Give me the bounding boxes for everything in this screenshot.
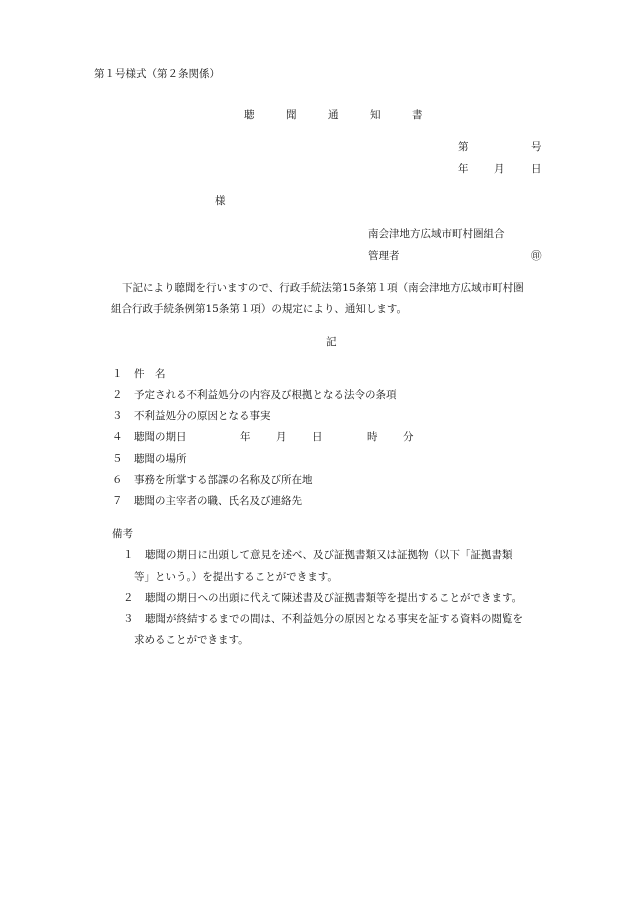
- title-char: 聞: [286, 109, 297, 121]
- list-item-number: ６: [112, 474, 123, 486]
- list-item-text: 聴聞の場所: [134, 453, 187, 465]
- title-char: 通: [328, 109, 339, 121]
- list-item-number: １: [112, 368, 123, 380]
- title-char: 知: [370, 109, 381, 121]
- note-number: ３: [123, 613, 134, 625]
- list-item-number: ７: [112, 495, 123, 507]
- title-char: 聴: [244, 109, 255, 121]
- notes-heading: 備考: [112, 528, 133, 540]
- number-suffix: 号: [531, 141, 542, 153]
- list-item-number: ４: [112, 431, 123, 443]
- date-year: 年: [458, 163, 469, 175]
- list-item-text: 聴聞の主宰者の職、氏名及び連絡先: [134, 495, 302, 507]
- list-item-number: ３: [112, 410, 123, 422]
- addressee-honorific: 様: [215, 195, 226, 207]
- date-day: 日: [531, 163, 542, 175]
- note-line-1: 聴聞が終結するまでの間は、不利益処分の原因となる事実を証する資料の閲覧を: [145, 613, 523, 625]
- sender-role: 管理者: [368, 250, 400, 262]
- seal-mark: ㊞: [531, 250, 542, 262]
- number-prefix: 第: [458, 141, 469, 153]
- sender-organization: 南会津地方広域市町村圏組合: [368, 228, 505, 240]
- note-line-1: 聴聞の期日に出頭して意見を述べ、及び証拠書類又は証拠物（以下「証拠書類: [145, 549, 513, 561]
- list-item-text: 不利益処分の原因となる事実: [134, 410, 271, 422]
- note-line-2: 求めることができます。: [134, 634, 249, 646]
- list-item-text: 件 名: [134, 368, 166, 380]
- list-item-number: ２: [112, 389, 123, 401]
- note-number: ２: [123, 592, 134, 604]
- list-item-number: ５: [112, 453, 123, 465]
- hearing-month: 月: [276, 431, 287, 443]
- body-line-2: 組合行政手続条例第15条第１項）の規定により、通知します。: [111, 303, 408, 315]
- hearing-day: 日: [312, 431, 323, 443]
- note-number: １: [123, 549, 134, 561]
- list-item-text: 予定される不利益処分の内容及び根拠となる法令の条項: [134, 389, 397, 401]
- note-line-1: 聴聞の期日への出頭に代えて陳述書及び証拠書類等を提出することができます。: [145, 592, 523, 604]
- date-month: 月: [494, 163, 505, 175]
- form-label: 第１号様式（第２条関係）: [94, 68, 220, 80]
- body-line-1: 下記により聴聞を行いますので、行政手続法第15条第１項（南会津地方広域市町村圏: [122, 282, 524, 294]
- list-item-text: 聴聞の期日: [134, 431, 187, 443]
- list-item-text: 事務を所掌する部課の名称及び所在地: [134, 474, 313, 486]
- note-line-2: 等」という。）を提出することができます。: [134, 571, 338, 583]
- hearing-hour: 時: [367, 431, 378, 443]
- hearing-year: 年: [240, 431, 251, 443]
- hearing-minute: 分: [403, 431, 414, 443]
- ki-heading: 記: [326, 336, 337, 348]
- title-char: 書: [412, 109, 423, 121]
